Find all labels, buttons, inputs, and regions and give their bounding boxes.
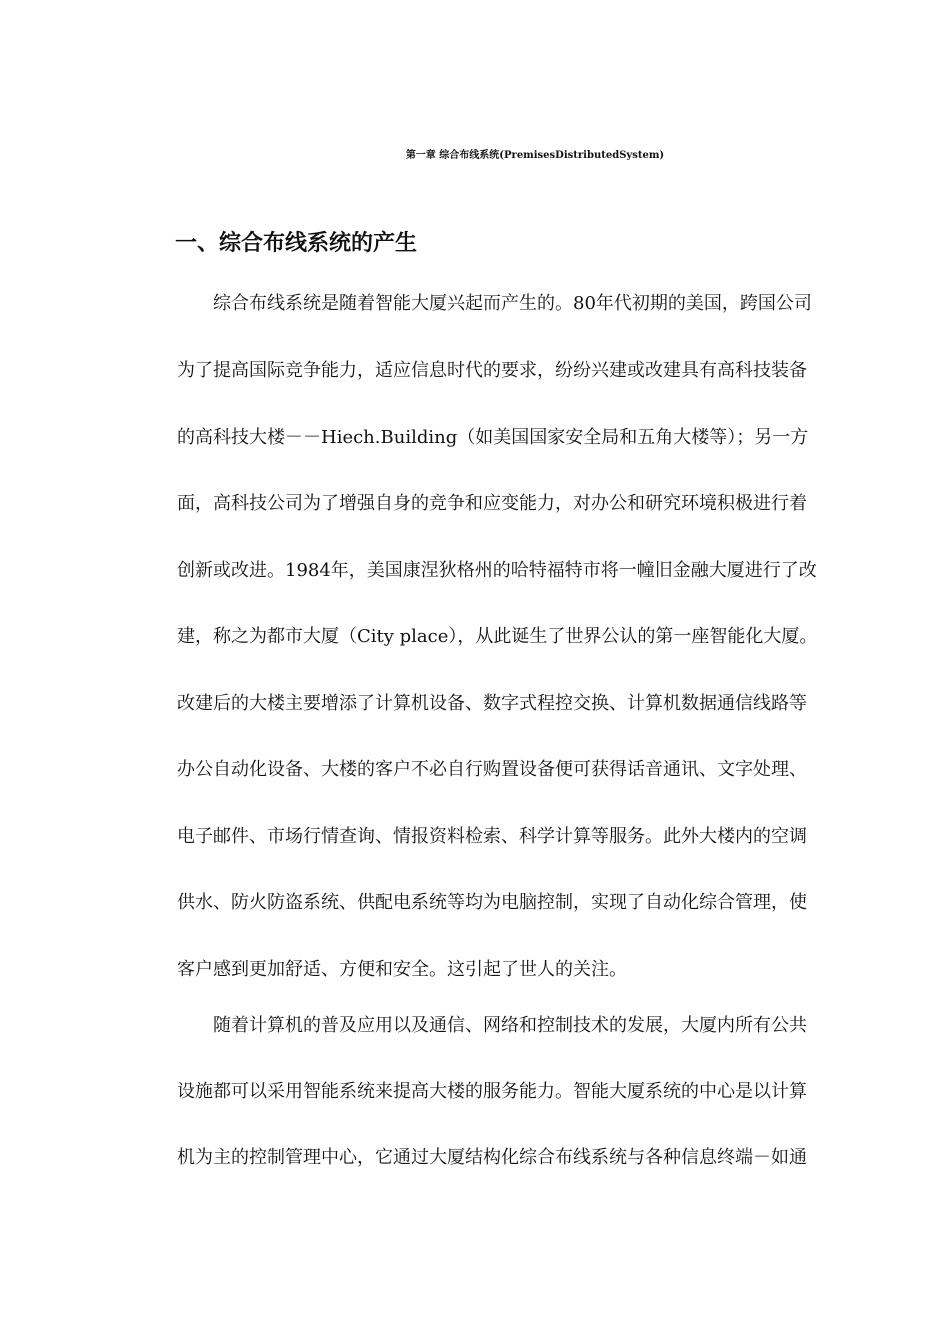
text-line: 电子邮件、市场行情查询、情报资料检索、科学计算等服务。此外大楼内的空调 — [177, 826, 807, 847]
text-line: 机为主的控制管理中心，它通过大厦结构化综合布线系统与各种信息终端－如通 — [177, 1147, 807, 1168]
text-line: 客户感到更加舒适、方便和安全。这引起了世人的关注。 — [177, 959, 627, 980]
text-line: 设施都可以采用智能系统来提高大楼的服务能力。智能大厦系统的中心是以计算 — [177, 1081, 807, 1102]
text-line: 建，称之为都市大厦（City place），从此诞生了世界公认的第一座智能化大厦。 — [177, 626, 818, 647]
text-line: 改建后的大楼主要增添了计算机设备、数字式程控交换、计算机数据通信线路等 — [177, 693, 807, 714]
text-line: 创新或改进。1984年，美国康涅狄格州的哈特福特市将一幢旧金融大厦进行了改 — [177, 560, 817, 581]
text-line: 综合布线系统是随着智能大厦兴起而产生的。80年代初期的美国，跨国公司 — [177, 293, 812, 314]
text-line: 面，高科技公司为了增强自身的竞争和应变能力，对办公和研究环境积极进行着 — [177, 493, 807, 514]
text-line: 的高科技大楼－－Hiech.Building（如美国国家安全局和五角大楼等）；另一方 — [177, 427, 809, 448]
text-line: 供水、防火防盗系统、供配电系统等均为电脑控制，实现了自动化综合管理，使 — [177, 892, 807, 913]
text-line: 为了提高国际竞争能力，适应信息时代的要求，纷纷兴建或改建具有高科技装备 — [177, 360, 807, 381]
text-line: 随着计算机的普及应用以及通信、网络和控制技术的发展，大厦内所有公共 — [177, 1015, 807, 1036]
text-line: 办公自动化设备、大楼的客户不必自行购置设备便可获得话音通讯、文字处理、 — [177, 759, 807, 780]
chapter-title: 第一章 综合布线系统(PremisesDistributedSystem) — [405, 150, 665, 161]
section-heading: 一、综合布线系统的产生 — [175, 230, 418, 256]
